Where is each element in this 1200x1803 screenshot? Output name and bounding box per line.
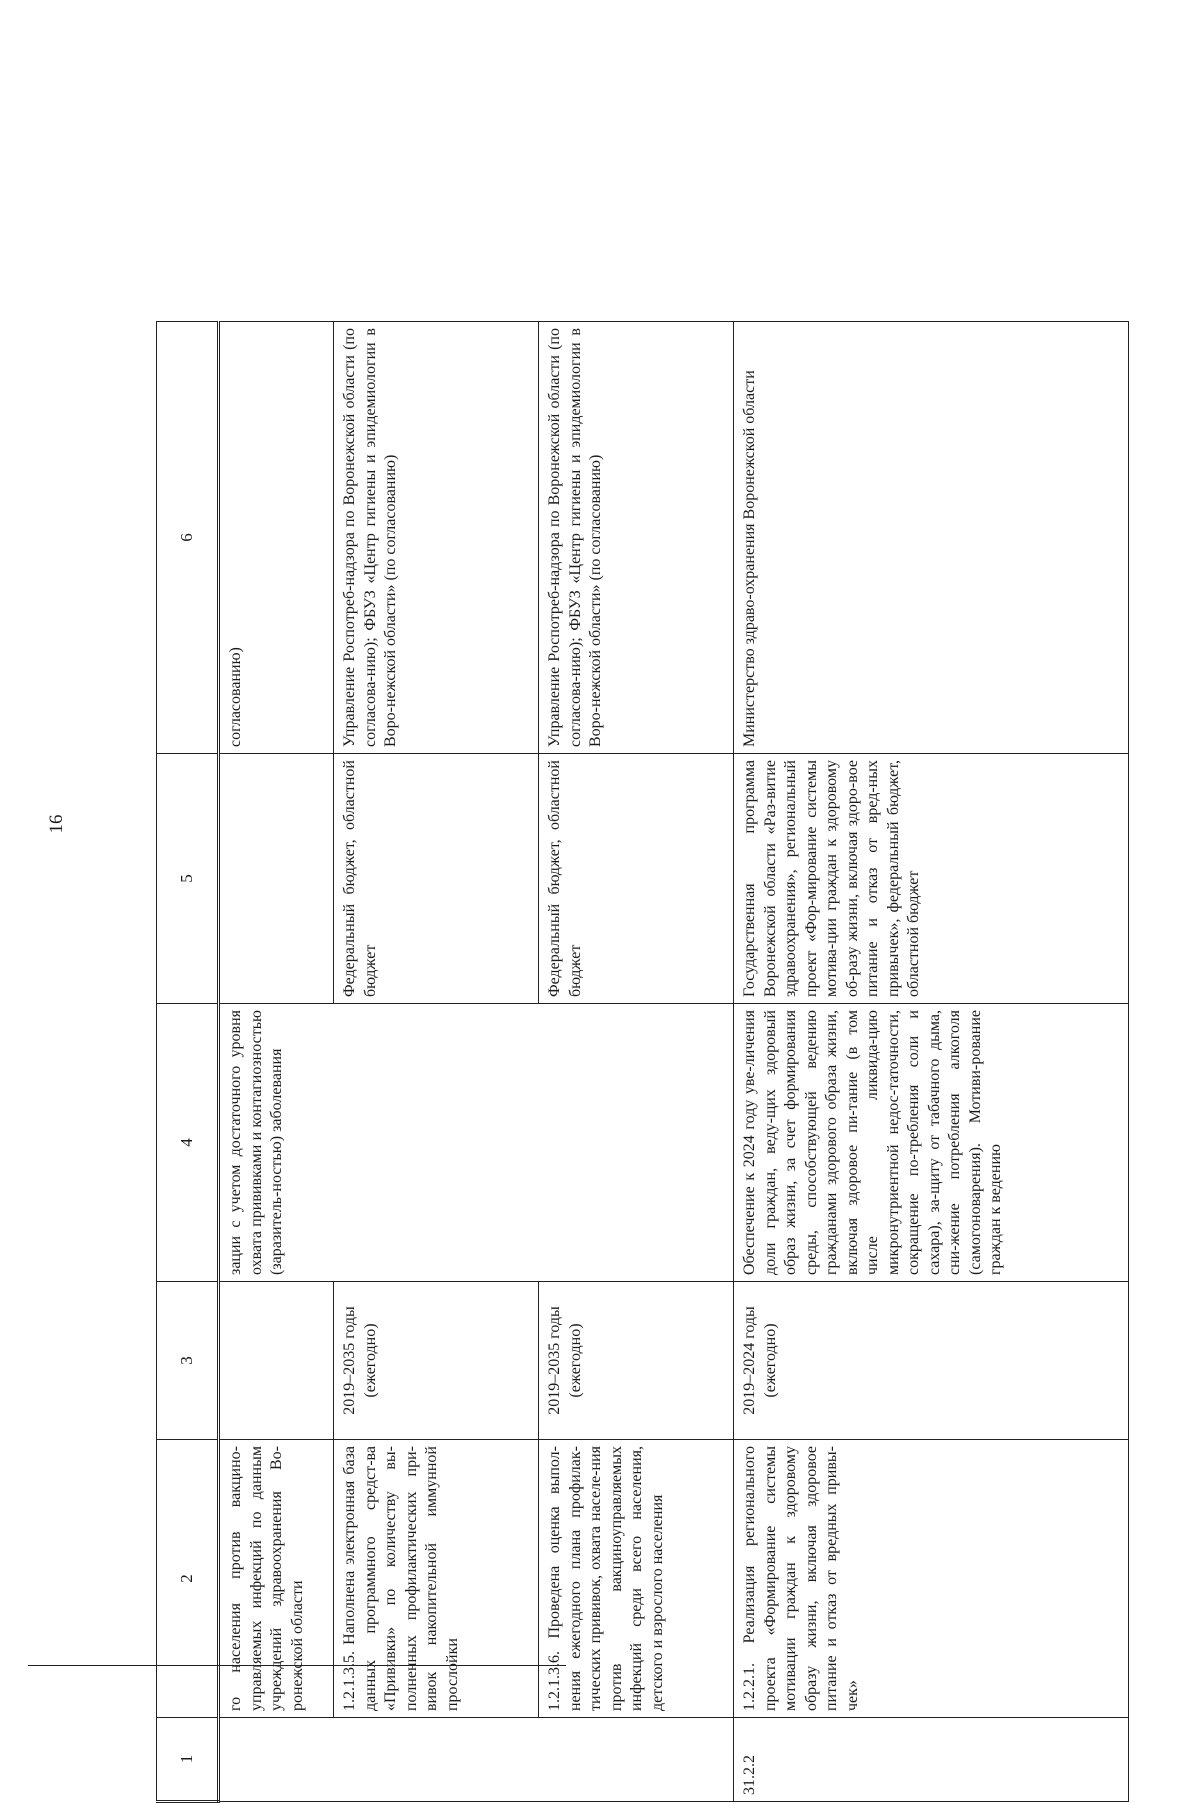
row-cell-executor: Управление Роспотреб-надзора по Воронежской области (по согласова-нию); ФБУЗ «Центр гигиены и эпидемиологии в Воро-нежской области» (по согласованию): [539, 322, 734, 754]
table-header-row: [157, 322, 219, 1802]
row-cell-number: 31.2.2: [734, 1718, 1129, 1802]
row-cell-executor: согласованию): [219, 322, 334, 754]
footer-rule: [28, 1665, 566, 1666]
table-row: [219, 322, 334, 1802]
header-col-1: 1: [157, 1718, 219, 1802]
header-col-4: 4: [157, 1004, 219, 1282]
row-cell-funding: Федеральный бюджет, областной бюджет: [539, 754, 734, 1004]
row-cell-period: 2019–2024 годы (ежегодно): [734, 1282, 1129, 1440]
row-cell-task: 1.2.2.1. Реализация регионального проекта «Формирование системы мотивации граждан к здоровому образу жизни, включая здоровое питание и отказ от вредных привы-чек»: [734, 1440, 1129, 1718]
page-number: 16: [46, 814, 67, 834]
row-cell-executor: Управление Роспотреб-надзора по Воронежской области (по согласова-нию); ФБУЗ «Центр гигиены и эпидемиологии в Воро-нежской области» (по согласованию): [334, 322, 539, 754]
table-row: [734, 322, 1129, 1802]
row-cell-period: [219, 1282, 334, 1440]
row-cell-number: [219, 1718, 734, 1802]
row-cell-task: го населения против вакцино-управляемых инфекций по данным учреждений здравоохранения Во-ронежской области: [219, 1440, 334, 1718]
row-cell-period: 2019–2035 годы (ежегодно): [539, 1282, 734, 1440]
row-cell-task: 1.2.1.3.6. Проведена оценка выпол-нения ежегодного плана профилак-тических прививок, охвата населе-ния против вакциноуправляемых инфекций среди всего населения, детского и взрослого населения: [539, 1440, 734, 1718]
row-cell-task: 1.2.1.3.5. Наполнена электронная база данных программного средст-ва «Прививки» по количеству вы-полненных профилактических при-вивок накопительной иммунной прослойки: [334, 1440, 539, 1718]
header-col-5: 5: [157, 754, 219, 1004]
header-col-2: 2: [157, 1440, 219, 1718]
plan-table: [156, 321, 1129, 1803]
rotated-table-container: [156, 323, 1128, 1803]
header-col-6: 6: [157, 322, 219, 754]
row-cell-funding: Федеральный бюджет, областной бюджет: [334, 754, 539, 1004]
row-cell-funding: [219, 754, 334, 1004]
row-cell-result: зации с учетом достаточного уровня охвата прививками и контагиозностью (заразитель-ностью) заболевания: [219, 1004, 734, 1282]
row-cell-executor: Министерство здраво-охранения Воронежской области: [734, 322, 1129, 754]
header-col-3: 3: [157, 1282, 219, 1440]
row-cell-result: Обеспечение к 2024 году уве-личения доли граждан, веду-щих здоровый образ жизни, за счет формирования среды, способствующей ведению гражданами здорового образа жизни, включая здоровое пи-тание (в том числе ликвида-цию микронутриентной недос-таточности, сокращение по-требления соли и сахара), за-щиту от табачного дыма, сни-жение потребления алкоголя (самогоноварения). Мотиви-рование граждан к ведению: [734, 1004, 1129, 1282]
row-cell-period: 2019–2035 годы (ежегодно): [334, 1282, 539, 1440]
row-cell-funding: Государственная программа Воронежской области «Раз-витие здравоохранения», региональный проект «Фор-мирование системы мотива-ции граждан к здоровому об-разу жизни, включая здоро-вое питание и отказ от вред-ных привычек», федеральный бюджет, областной бюджет: [734, 754, 1129, 1004]
